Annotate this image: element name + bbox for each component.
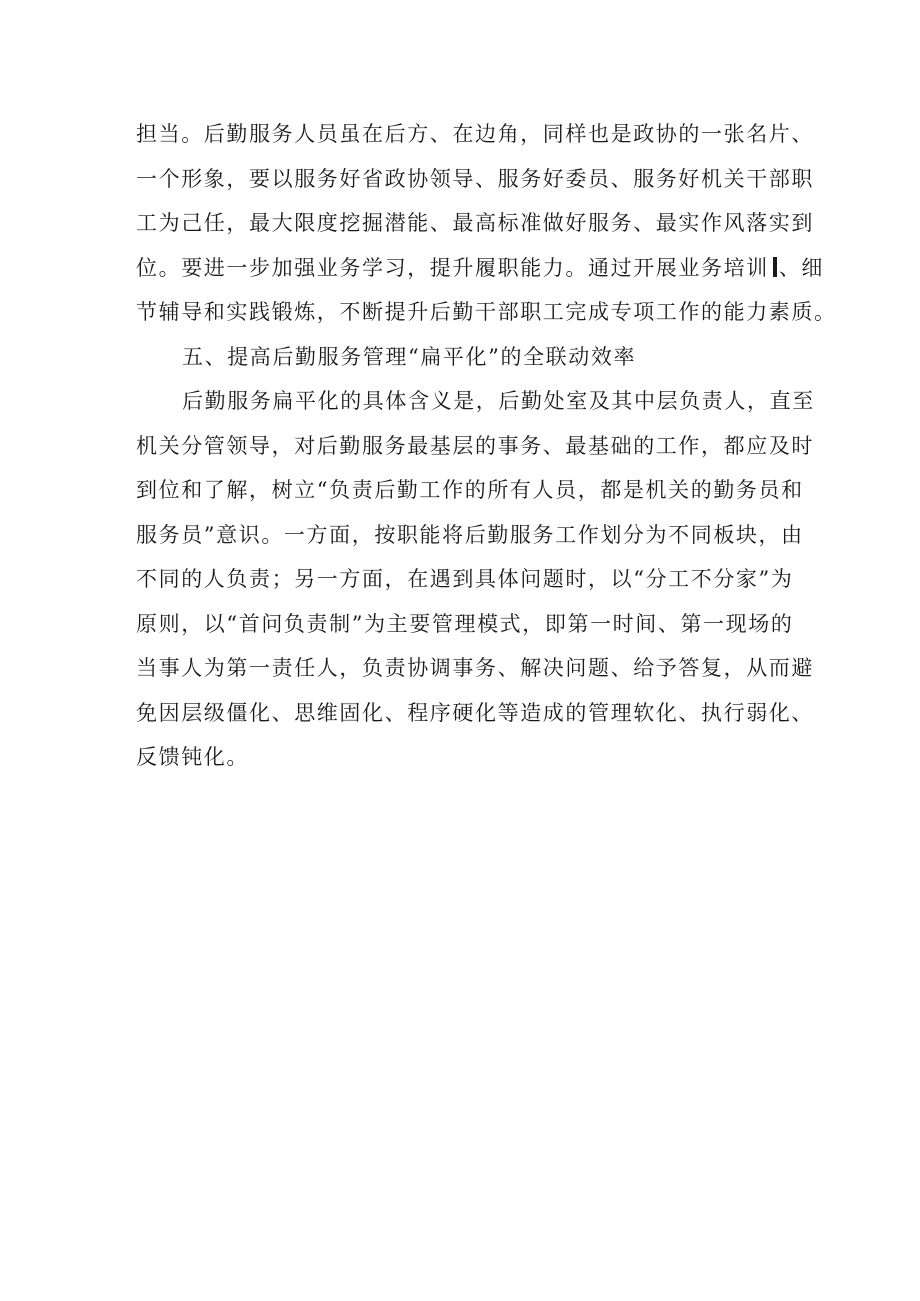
paragraph-2-line-6: 原则，以“首问负责制”为主要管理模式，即第一时间、第一现场的 — [136, 611, 794, 636]
document-body — [136, 112, 837, 780]
paragraph-1-line-1: 担当。后勤服务人员虽在后方、在边角，同样也是政协的一张名片、 — [136, 122, 814, 146]
paragraph-2-line-1: 后勤服务扁平化的具体含义是，后勤处室及其中层负责人，直至 — [182, 389, 815, 413]
section-heading: 五、提高后勤服务管理“扁平化”的全联动效率 — [182, 344, 637, 369]
paragraph-1-line-3: 工为己任，最大限度挖掘潜能、最高标准做好服务、最实作风落实到 — [136, 211, 814, 235]
paragraph-2-line-2: 机关分管领导，对后勤服务最基层的事务、最基础的工作，都应及时 — [136, 433, 814, 458]
paragraph-1-line-5: 节辅导和实践锻炼，不断提升后勤干部职工完成专项工作的能力素质。 — [136, 300, 837, 324]
paragraph-2-line-7: 当事人为第一责任人，负责协调事务、解决问题、给予答复，从而避 — [136, 656, 814, 680]
paragraph-2-line-5: 不同的人负责；另一方面，在遇到具体问题时，以“分工不分家”为 — [136, 567, 794, 591]
paragraph-2-line-8: 免因层级僵化、思维固化、程序硬化等造成的管理软化、执行弱化、 — [136, 700, 814, 725]
paragraph-1-line-4 — [136, 246, 825, 291]
paragraph-2-line-3: 到位和了解，树立“负责后勤工作的所有人员，都是机关的勤务员和 — [136, 478, 804, 502]
paragraph-1-line-4-tail: 、细 — [778, 255, 825, 280]
paragraph-1-line-2: 一个形象，要以服务好省政协领导、服务好委员、服务好机关干部职 — [136, 166, 814, 191]
paragraph-2-line-9: 反馈钝化。 — [136, 745, 249, 769]
paragraph-1-line-4-text: 位。要进一步加强业务学习，提升履职能力。通过开展业务培训 — [136, 255, 769, 280]
paragraph-2-line-4: 服务员”意识。一方面，按职能将后勤服务工作划分为不同板块，由 — [136, 522, 804, 547]
text-cursor-mark — [773, 257, 777, 277]
